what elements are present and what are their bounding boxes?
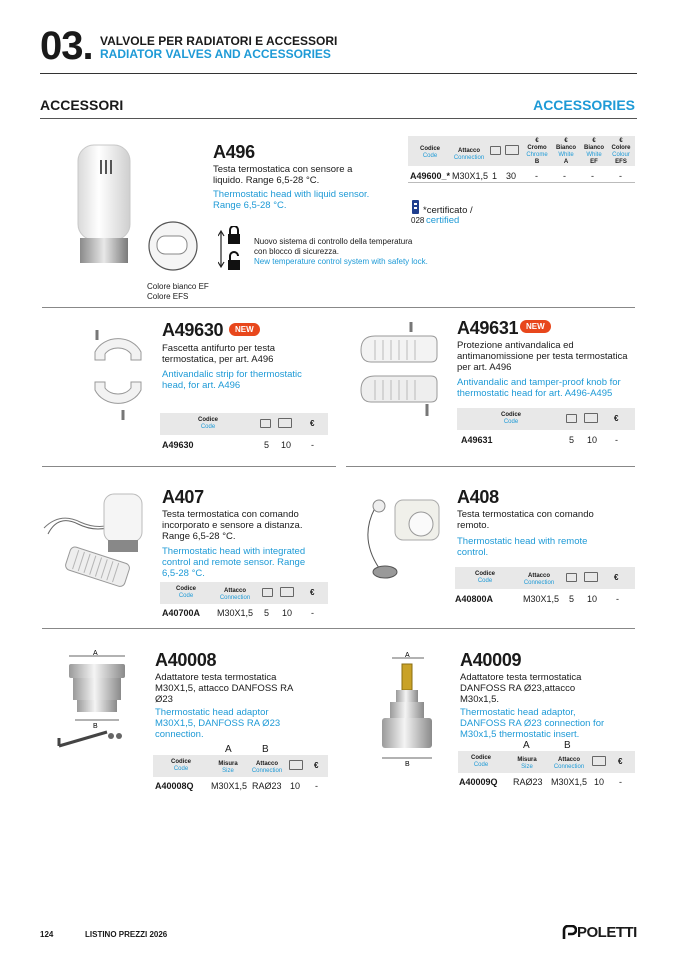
row-qty-carton: 10 — [290, 781, 301, 791]
row-qty-carton: 30 — [506, 171, 517, 181]
description-it-a49631: Protezione antivandalica ed antimanomissione per testa termostatica per art. A496 — [457, 340, 628, 373]
col-connection: Attacco Connection — [219, 588, 251, 601]
col-white-ef: € Bianco White EF — [583, 138, 604, 165]
description-it-a496: Testa termostatica con sensore a liquido. Range 6,5-28 °C. — [213, 164, 353, 186]
certified-en: certified — [426, 215, 460, 226]
row-price: - — [615, 435, 618, 445]
description-it-a40009: Adattatore testa termostatica DANFOSS RA Ø23,attacco M30x1,5. — [460, 672, 582, 705]
row-price: - — [616, 594, 619, 604]
row-connection: RAØ23 — [252, 781, 282, 791]
description-en-a407: Thermostatic head with integrated control and remote sensor. Range 6,5-28 °C. — [162, 546, 306, 579]
row-price: - — [619, 777, 622, 787]
carton-box-icon — [280, 587, 294, 597]
lock-note-en: New temperature control system with safety lock. — [254, 257, 428, 266]
row-qty-pack: 1 — [492, 171, 498, 181]
lock-detail-image — [145, 220, 205, 275]
product-code-a49630: A49630 — [162, 320, 224, 340]
row-qty-carton: 10 — [587, 594, 598, 604]
lock-icon — [218, 226, 248, 274]
col-code: Codice Code — [175, 586, 196, 599]
description-it-a49630: Fascetta antifurto per testa termostatica, per art. A496 — [162, 343, 276, 365]
row-connection: M30X1,5 — [452, 171, 489, 181]
col-chrome: € Cromo Chrome B — [526, 138, 548, 165]
carton-box-icon — [584, 572, 598, 582]
table-header-a49631 — [457, 408, 635, 430]
col-code: Codice Code — [197, 417, 218, 430]
carton-box-icon — [278, 418, 292, 428]
section-title-it: ACCESSORI — [40, 97, 124, 113]
svg-text:B: B — [405, 761, 410, 768]
carton-box-icon — [592, 756, 606, 766]
carton-box-icon — [584, 413, 598, 423]
col-code: Codice Code — [474, 571, 495, 584]
divider-2-right — [346, 466, 635, 467]
svg-text:A: A — [93, 650, 98, 657]
remote-control-head-image — [355, 488, 447, 580]
dimension-b-label: B — [262, 744, 269, 755]
page-number: 124 — [40, 930, 54, 939]
col-price: € — [310, 588, 315, 597]
product-code-a408: A408 — [457, 487, 499, 507]
col-size: Misura Size — [517, 757, 537, 770]
col-code: Codice Code — [470, 755, 491, 768]
description-en-a40009: Thermostatic head adaptor, DANFOSS RA Ø23 connection for M30x1,5 thermostatic insert. — [460, 707, 605, 740]
carton-box-icon — [505, 145, 519, 155]
svg-text:B: B — [93, 723, 98, 730]
row-qty-carton: 10 — [281, 440, 292, 450]
col-size: Misura Size — [218, 761, 238, 774]
price-colour-efs: - — [619, 171, 622, 181]
col-code: Codice Code — [419, 146, 440, 159]
row-qty-pack: 5 — [569, 435, 575, 445]
row-qty-carton: 10 — [587, 435, 598, 445]
pack-box-icon — [490, 146, 501, 155]
divider-2-left — [42, 466, 336, 467]
description-en-a40008: Thermostatic head adaptor M30X1,5, DANFOSS RA Ø23 connection. — [155, 707, 281, 740]
row-code-a49631: A49631 — [461, 435, 493, 445]
row-price: - — [315, 781, 318, 791]
pack-box-icon — [262, 588, 273, 597]
dimension-a-label: A — [523, 740, 530, 751]
dimension-b-label: B — [564, 740, 571, 751]
row-size: M30X1,5 — [211, 781, 248, 791]
product-code-a40009: A40009 — [460, 650, 522, 670]
row-qty-carton: 10 — [594, 777, 605, 787]
certified-number: 028 — [411, 216, 425, 225]
row-code-a49630: A49630 — [162, 440, 194, 450]
col-price: € — [310, 419, 315, 428]
adaptor-a40008-image — [55, 650, 145, 750]
color-note: Colore bianco EF Colore EFS — [147, 282, 209, 301]
description-it-a40008: Adattatore testa termostatica M30X1,5, attacco DANFOSS RA Ø23 — [155, 672, 294, 705]
antivandal-knob-image — [355, 320, 441, 420]
price-white-a: - — [563, 171, 566, 181]
description-it-a408: Testa termostatica con comando remoto. — [457, 509, 594, 531]
row-qty-pack: 5 — [264, 440, 270, 450]
product-code-a407: A407 — [162, 487, 204, 507]
row-divider — [408, 182, 635, 183]
col-price: € — [314, 761, 319, 770]
row-code-a40008q: A40008Q — [155, 781, 194, 791]
product-code-a49631: A49631 — [457, 318, 519, 338]
col-white-a: € Bianco White A — [555, 138, 576, 165]
row-qty-carton: 10 — [282, 608, 293, 618]
section-divider — [40, 118, 637, 119]
pack-box-icon — [566, 573, 577, 582]
description-en-a408: Thermostatic head with remote control. — [457, 536, 588, 558]
divider-1 — [42, 307, 635, 308]
table-header-a49630 — [160, 413, 328, 435]
divider-3 — [42, 628, 635, 629]
pack-box-icon — [566, 414, 577, 423]
thermostatic-head-image — [60, 140, 150, 270]
new-badge-a49630: NEW — [229, 323, 260, 336]
certification-icon — [411, 199, 421, 217]
row-qty-pack: 5 — [569, 594, 575, 604]
row-size: RAØ23 — [513, 777, 543, 787]
col-connection: Attacco Connection — [553, 757, 585, 770]
antivandal-strip-image — [85, 322, 147, 424]
row-code-a40800a: A40800A — [455, 594, 494, 604]
chapter-number: 03. — [40, 24, 93, 68]
description-it-a407: Testa termostatica con comando incorporato e sensore a distanza. Range 6,5-28 °C. — [162, 509, 303, 542]
col-price: € — [618, 757, 623, 766]
product-code-a496: A496 — [213, 142, 255, 162]
carton-box-icon — [289, 760, 303, 770]
col-colour-efs: € Colore Colour EFS — [611, 138, 631, 165]
description-en-a49631: Antivandalic and tamper-proof knob for thermostatic head for art. A496-A495 — [457, 377, 621, 399]
certified-it: *certificato / — [423, 205, 473, 216]
row-connection: M30X1,5 — [217, 608, 254, 618]
price-white-ef: - — [591, 171, 594, 181]
row-price: - — [311, 440, 314, 450]
col-price: € — [614, 414, 619, 423]
section-title-en: ACCESSORIES — [533, 97, 635, 113]
description-en-a496: Thermostatic head with liquid sensor. Range 6,5-28 °C. — [213, 189, 370, 211]
row-code-a40009q: A40009Q — [459, 777, 498, 787]
chapter-title-en: RADIATOR VALVES AND ACCESSORIES — [100, 47, 331, 61]
brand-name: POLETTI — [577, 924, 637, 941]
price-list-label: LISTINO PREZZI 2026 — [85, 930, 168, 939]
row-connection: M30X1,5 — [551, 777, 588, 787]
chapter-title-it: VALVOLE PER RADIATORI E ACCESSORI — [100, 34, 338, 48]
col-connection: Attacco Connection — [523, 573, 555, 586]
col-code: Codice Code — [170, 759, 191, 772]
adaptor-a40009-image — [370, 650, 444, 768]
row-price: - — [311, 608, 314, 618]
remote-sensor-head-image — [40, 488, 152, 596]
col-connection: Attacco Connection — [453, 148, 485, 161]
product-code-a40008: A40008 — [155, 650, 217, 670]
lock-note-it: Nuovo sistema di controllo della temperatura con blocco di sicurezza. — [254, 237, 413, 256]
col-code: Codice Code — [500, 412, 521, 425]
dimension-a-label: A — [225, 744, 232, 755]
pack-box-icon — [260, 419, 271, 428]
description-en-a49630: Antivandalic strip for thermostatic head, for art. A496 — [162, 369, 302, 391]
col-price: € — [614, 573, 619, 582]
row-connection: M30X1,5 — [523, 594, 560, 604]
svg-text:A: A — [405, 652, 410, 659]
row-qty-pack: 5 — [264, 608, 270, 618]
header-divider — [40, 73, 637, 74]
row-code-a49600: A49600_* — [410, 171, 451, 181]
new-badge-a49631: NEW — [520, 320, 551, 333]
brand-logo-icon — [561, 925, 577, 941]
price-chrome: - — [535, 171, 538, 181]
row-code-a40700a: A40700A — [162, 608, 201, 618]
col-connection: Attacco Connection — [251, 761, 283, 774]
